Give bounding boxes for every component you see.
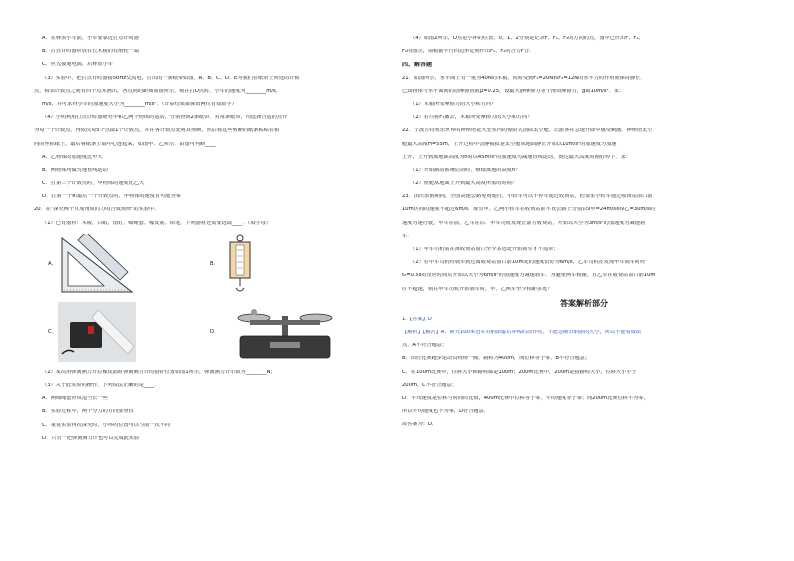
answer-section-title: 答案解析部分 — [560, 298, 608, 308]
ticker-timer-image — [58, 302, 136, 362]
left-column — [34, 36, 391, 449]
text-line: 已知物体与水平面间的动摩擦因数μ=0.25，设最大静摩擦力等于滑动摩擦力，g取10m/s²．求： — [402, 88, 625, 94]
text-line: t₀=0.5s的反应时间后开始以大小为6m/s²的加速度匀减速刹车．为避免两车相撞，且乙车在收费站窗口前10m — [402, 273, 656, 279]
section-heading: 四、解答题 — [402, 62, 433, 69]
text-line: 速度匀速行驶，甲车在前，乙车在后．甲车司机发现正前方收费站，开始以大小为3m/s²的加速度匀减速刹 — [402, 220, 646, 226]
text-line: A．两细绳套应该适当长一些 — [42, 396, 108, 402]
text-line: （2）某次用弹簧测力计拉橡皮筋时弹簧测力计的指针位置如图1所示，弹簧测力计示数为________N； — [42, 369, 276, 375]
text-line: F₂的图示，请根据平行四边形定则作出F₁、F₂的合力F合． — [402, 49, 535, 55]
text-line: D．平均速度是位移与时间的比值，400m比赛中位移等于零，平均速度等于零；而200m比赛位移不为零， — [402, 395, 649, 401]
text-line: B．田径比赛跑步运动员绕场一圈，路程为400m，而位移等于零，B不符合题意； — [402, 356, 591, 362]
left-question-text-cont — [34, 370, 391, 442]
text-line: （1）已有器材：木板、白纸、图钉、细绳套、橡皮筋、铅笔，下列器材还需要选取____．（填字母） — [42, 220, 271, 226]
option-c-label: C． — [48, 328, 57, 335]
text-line: 23．国庆放假期间，全国高速公路免费通行，小轿车可以不停车通过收费站，但要求小轿车通过收费站窗口前 — [402, 194, 653, 200]
text-line: 点，相邻计数点之间有四个点未画出，各点间的距离如图所示，则在打D点时，小车的速度为________m/s， — [34, 88, 281, 94]
text-line: （2）若甲车司机经刹车到达离收费站窗口前10m处的速度恰好为6m/s，乙车司机在发现甲车刹车时经 — [410, 260, 646, 266]
answer-label: 1.【答案】D — [402, 316, 432, 322]
text-line: C．应先接通电源，后释放小车 — [42, 62, 114, 68]
set-square-ruler-image — [58, 234, 136, 294]
text-line: 200m，C不符合题意； — [402, 382, 457, 388]
right-column — [402, 36, 766, 435]
text-line: D．只有一把弹簧测力计也可以完成此实验 — [42, 435, 140, 441]
text-line: A．乙物体的加速度比甲大 — [42, 154, 103, 160]
text-line: C．重复实验再次探究时，小环的位置可以与前一次不同 — [42, 422, 171, 428]
text-line: （2）若只将F₁撤去，木箱所受摩擦力的大小和方向？ — [410, 115, 533, 121]
solve-questions — [402, 76, 766, 293]
balance-scale-image — [230, 302, 340, 364]
text-line: A．在释放小车前，小车要靠近打点计时器 — [42, 36, 139, 41]
answer-explanation — [402, 330, 766, 428]
text-line: 故答案为：D． — [402, 422, 438, 428]
text-line: 车． — [402, 233, 413, 239]
text-line: （1）木箱所受摩擦力的大小和方向？ — [410, 101, 497, 107]
text-line: （1）甲车司机需在离收费站窗口至少多远处开始刹车才不违章； — [410, 247, 559, 252]
text-line: C．在100m比赛中，位移大小和路程都是100m；200m比赛中，200m是指路程大小，位移大小小于 — [402, 369, 637, 375]
text-line: 点，A不符合题意； — [402, 343, 448, 349]
text-line: 区不超速，则在甲车司机开始刹车时，甲、乙两车至少相距多远？ — [402, 286, 553, 292]
spring-scale-image — [220, 234, 260, 296]
text-line: 同的坐标纸上，最后将纸条上端中心连起来，如图甲、乙所示．由图可判断____ — [34, 141, 216, 147]
option-row-ab — [34, 234, 391, 296]
text-line: 舱最大高度H=55m，上升过程中会静模拟是太空舱从地面静止开始以10m/s²的加速度匀加速 — [402, 141, 617, 147]
text-line: （2）座舱从地面上升到最大高度所需的时间？ — [410, 181, 518, 187]
option-b-label: B． — [210, 260, 219, 267]
text-line: 上升，上升到离地面高度为h时以45m/s²的加速度匀减速直线运动，到达最大高度时刚好停下．求： — [402, 154, 631, 160]
text-line: 10m区间的速度不超过6m/s．现有甲、乙两小轿车在收费站前平直公路上分别以v甲=24m/s和v乙=30m/s的 — [402, 207, 656, 213]
left-question-text — [34, 36, 391, 227]
text-line: C．打第三个计数点时，甲物体的速度比乙大 — [42, 181, 145, 187]
right-question-text — [402, 36, 766, 55]
option-a-label: A． — [48, 260, 57, 267]
text-line: B．打点计时器应放在长木板的有滑轮一端 — [42, 49, 139, 55]
text-line: B．两物体均做匀速直线运动 — [42, 167, 108, 173]
text-line: m/s，并可求得小车的加速度大小为________m/s²．（计算结果都保留两位有效数字） — [42, 101, 237, 107]
text-line: （3）关于此实验的操作，下列说法正确的是____． — [42, 383, 160, 388]
text-line: 为每一个计数点，再依次每5个点取1个计数点，并在各计数点处将其剪断，然后将这些剪断的纸条粘贴在相 — [34, 128, 280, 134]
text-line: 【解析】【解答】A．研究100米冠军苏炳添最后冲线的动作时，不能忽略苏炳添的大小，所以不能看成质 — [402, 329, 642, 335]
text-line: （4）小明利用打点计时器研究甲和乙两个物体的运动，分别得到2条纸带．对每条纸带，均选择合适的点作 — [42, 115, 288, 121]
text-line: B．实验过程中，两个分力的方向要垂直 — [42, 409, 134, 415]
text-line: 20．在"探究两个互成角度的力的合成规律"的实验中． — [34, 207, 160, 213]
text-line: （4）如图2所示，O点是小环的位置，0、1、2分别是记录F、F₁、F₂的方向的点，图中已作出F、F₁、 — [410, 36, 644, 41]
text-line: D．打第一个和最后一个计数点时，甲物体的速度有可能为零 — [42, 194, 181, 200]
text-line: 所以平均速度也不为零，D符合题意． — [402, 409, 489, 415]
option-d-label: D． — [210, 328, 220, 335]
text-line: 21．如图所示，水平面上有一重为40N的木箱，同时受到F₁=20N和F₂=12N的水平力的作用而保持静止． — [402, 75, 646, 81]
option-row-cd — [34, 302, 391, 364]
text-line: （1）开始制动系统启动时，继续离地的高度h？ — [410, 167, 521, 173]
text-line: （3）实验中，把打点计时器接50Hz交流电，打出的一条纸带如图，A、B、C、D、E为我们在纸带上所选的计数 — [42, 75, 300, 81]
text-line: 22．宁波方特欢乐世界的神州塔是大型室内的惊险式国际太空舱，让游客在急速升降中感受刺激．神州塔太空 — [402, 128, 653, 134]
